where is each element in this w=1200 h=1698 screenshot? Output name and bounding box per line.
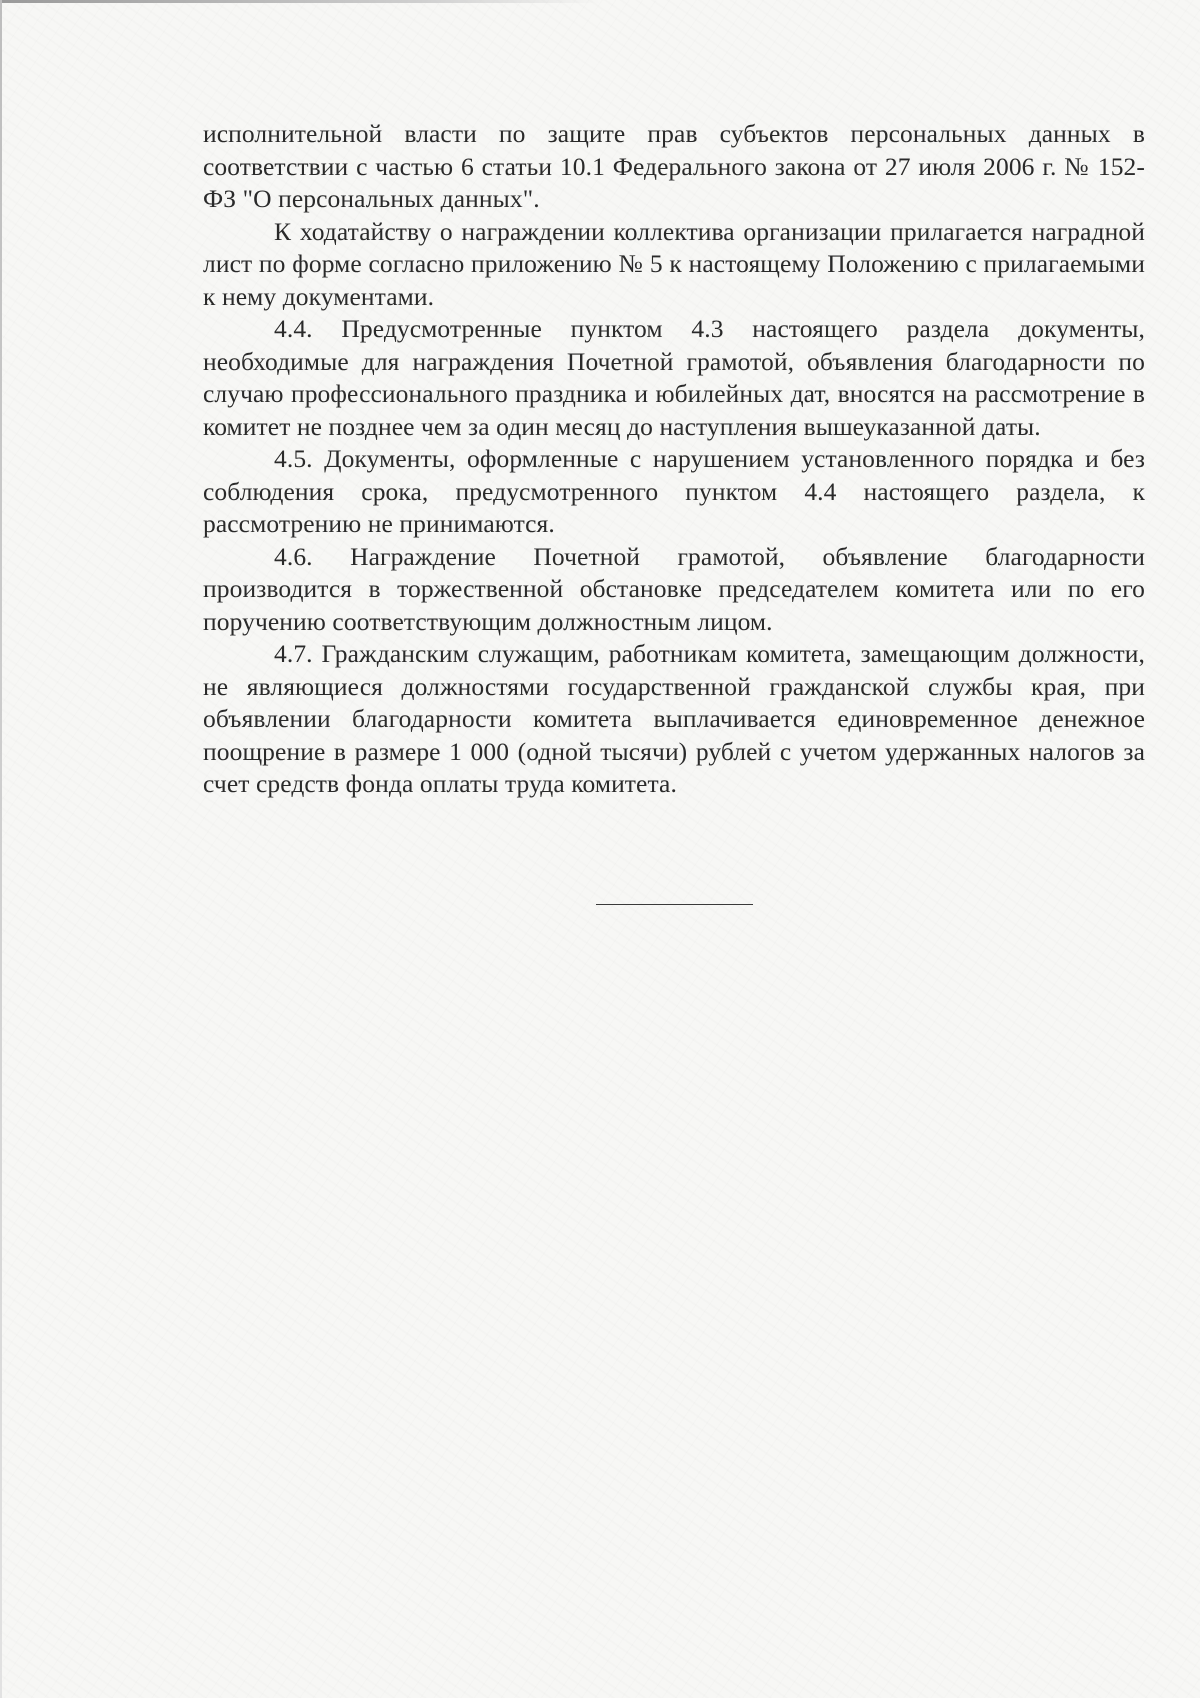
closing-divider-line [596,904,753,905]
paragraph-continuation: исполнительной власти по защите прав субъектов персональных данных в соответствии с частью 6 статьи 10.1 Федерального закона от 27 июля 2006 г. № 152-ФЗ "О персональных данных". [203,119,1145,213]
paragraph-petition-attachment: К ходатайству о награждении коллектива организации прилагается наградной лист по форме согласно приложению № 5 к настоящему Положению с прилагаемыми к нему документами. [203,216,1145,311]
paragraph-4-5: 4.5. Документы, оформленные с нарушением установленного порядка и без соблюдения срока, предусмотренного пунктом 4.4 настоящего раздела, к рассмотрению не принимаются. [203,444,1145,538]
paragraph-4-7: 4.7. Гражданским служащим, работникам комитета, замещающим должности, не являющиеся должностями государственной гражданской службы края, при объявлении благодарности комитета выплачивается единовременное денежное поощрение в размере 1 000 (одной тысячи) рублей с учетом удержанных налогов за счет средств фонда оплаты труда комитета. [203,639,1145,798]
scan-edge-left [0,0,2,1698]
paragraph-4-4: 4.4. Предусмотренные пунктом 4.3 настоящего раздела документы, необходимые для награждения Почетной грамотой, объявления благодарности по случаю профессионального праздника и юбилейных дат, вносятся на рассмотрение в комитет не позднее чем за один месяц до наступления вышеуказанной даты. [203,314,1145,441]
document-body [203,118,1145,801]
paragraph-4-6: 4.6. Награждение Почетной грамотой, объявление благодарности производится в торжественной обстановке председателем комитета или по его поручению соответствующим должностным лицом. [203,541,1145,636]
scan-edge-top [0,0,600,3]
